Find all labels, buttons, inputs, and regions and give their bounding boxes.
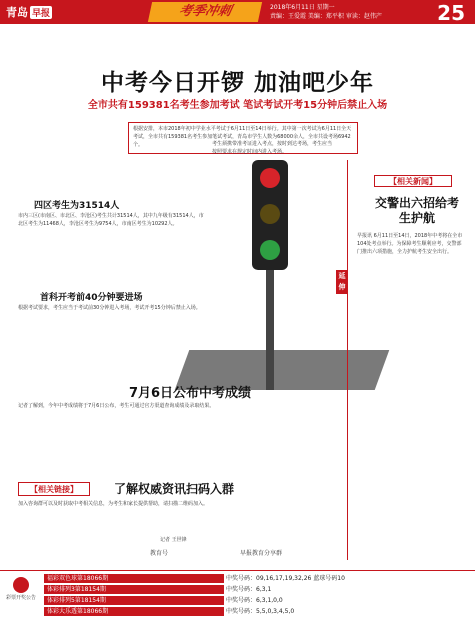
lottery-label: 体彩排列3第18154期 (44, 585, 224, 594)
column-divider (347, 160, 348, 560)
lottery-result: 中奖号码：09,16,17,19,32,26 蓝球号码10 (226, 575, 345, 582)
related-news-body: 早报讯 6月11日至14日，2018年中考将在全市104处考点举行。为保障考生顺利应考，交警部门推出六项措施，全力护航考生安全出行。 (357, 233, 463, 255)
lottery-label: 福彩双色球第18066期 (44, 574, 224, 583)
related-link-body: 加入咨询群可以及时获取中考相关信息，为考生和家长提供帮助，请扫描二维码加入。 (18, 501, 209, 507)
lottery-result: 中奖号码：6,3,1 (226, 586, 272, 593)
reporter-credit: 记者 王世锋 (160, 537, 187, 543)
lottery-result: 中奖号码：5,5,0,3,4,5,0 (226, 608, 295, 615)
header-bar (0, 0, 475, 24)
lottery-result: 中奖号码：6,3,1,0,0 (226, 597, 283, 604)
red-light (260, 168, 280, 188)
related-news-title: 交警出六招给考生护航 (374, 196, 459, 225)
mid-heading: 7月6日公布中考成绩 (128, 386, 252, 401)
related-news-tag: 【相关新闻】 (374, 175, 452, 187)
qr-label-education: 教育号 (150, 550, 169, 557)
sub-headline: 全市共有159381名考生参加考试 笔试考试开考15分钟后禁止入场 (87, 100, 388, 111)
header-date: 2018年6月11日 星期一 (270, 4, 335, 11)
traffic-light-icon (252, 160, 288, 270)
lottery-caption: 彩票开奖公告 (6, 595, 37, 601)
left-heading-1: 四区考生为31514人 (34, 201, 120, 211)
left-heading-2: 首科开考前40分钟要进场 (40, 293, 143, 303)
lottery-ball-icon (13, 577, 29, 593)
qr-code-row (150, 548, 340, 562)
related-link-tag: 【相关链接】 (18, 482, 90, 496)
left-text-2: 根据考试要求，考生应当于考试前30分钟进入考场，考试开考15分钟后禁止入场。 (18, 305, 201, 311)
lottery-label: 体彩大乐透第18066期 (44, 607, 224, 616)
left-text-1: 市内三区(市南区、市北区、李沧区)考生共计31514人，其中九年级有31514人，市北区考生为11468人，李沧区考生为9754人，市南区考生为10292人。 (18, 213, 204, 227)
qr-label-group: 早报教育分享群 (240, 550, 283, 557)
related-link-title: 了解权威资讯扫码入群 (114, 482, 235, 496)
mid-text: 记者了解到，今年中考成绩将于7月6日公布，考生可通过官方渠道查询成绩及录取结果。 (18, 403, 215, 409)
main-headline: 中考今日开锣 加油吧少年 (100, 70, 374, 96)
header-meta (270, 3, 382, 21)
yellow-light (260, 204, 280, 224)
logo-text: 青岛 (6, 6, 28, 19)
lottery-labels (44, 574, 224, 618)
center-text: 考生须携带准考证进入考点，按时到达考场，考生应当按照要求在规定时间内进入考场。 (212, 141, 333, 154)
lead-paragraph: 根据安排，本市2018年初中学业水平考试于6月11日至14日举行。其中第一次考试为6月11日全天考试，全市共有159381名考生参加笔试考试，青岛市学生人数为68000余人，全市共设考场6942个。 (128, 122, 358, 154)
extend-tag: 延伸 (336, 270, 348, 294)
newspaper-logo (6, 4, 52, 20)
lottery-results (226, 574, 426, 618)
lottery-section (0, 570, 475, 620)
related-news-column (352, 168, 467, 560)
logo-badge: 早报 (30, 6, 52, 19)
header-editors: 责编：王爱霞 美编：郑平积 审读：赵伟产 (270, 13, 382, 20)
page-number: 25 (437, 1, 465, 25)
green-light (260, 240, 280, 260)
lottery-badge (6, 577, 36, 611)
related-link-header (18, 480, 338, 498)
section-banner: 考季冲刺 (148, 2, 262, 22)
traffic-light-pole (266, 270, 274, 390)
lottery-label: 体彩排列5第18154期 (44, 596, 224, 605)
